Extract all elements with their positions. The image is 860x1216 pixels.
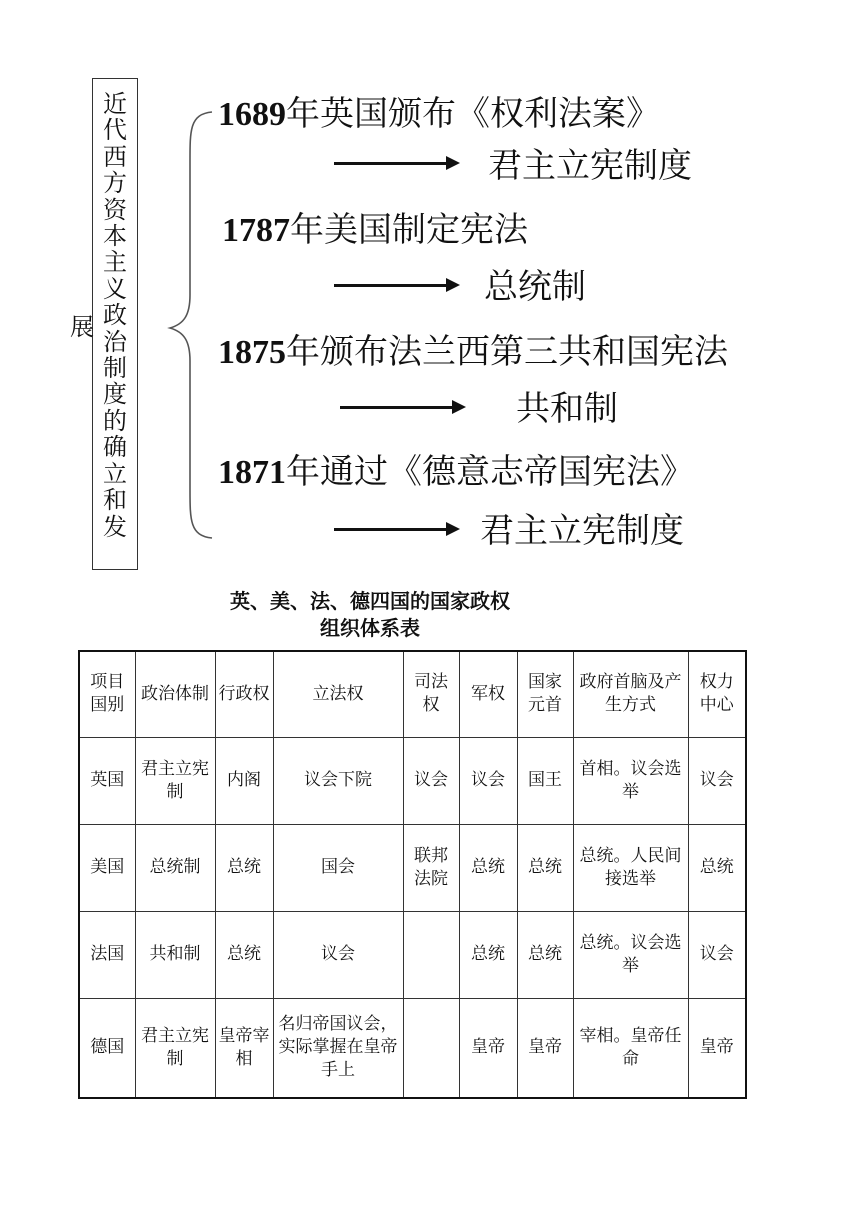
- header-cell: 司法权: [403, 651, 459, 737]
- table-cell: 总统。人民间接选举: [573, 824, 688, 911]
- side-label: 近代西方资本主义政治制度的确立和发: [103, 90, 127, 541]
- event-1787: [222, 210, 528, 251]
- table-cell: 总统: [215, 824, 273, 911]
- table-cell: 总统: [517, 824, 573, 911]
- table-cell: 皇帝: [688, 998, 746, 1098]
- arrow-right-icon: [334, 162, 448, 165]
- table-cell: 议会: [688, 911, 746, 998]
- header-cell: 行政权: [215, 651, 273, 737]
- event-year: 1871: [218, 454, 286, 491]
- table-cell: 君主立宪制: [135, 998, 215, 1098]
- table-row: [79, 911, 746, 998]
- event-text: 年通过《德意志帝国宪法》: [286, 452, 694, 492]
- header-cell: 政府首脑及产生方式: [573, 651, 688, 737]
- event-result: 总统制: [484, 267, 586, 307]
- header-cell: 政治体制: [135, 651, 215, 737]
- table-cell: 议会: [273, 911, 403, 998]
- table-row: [79, 737, 746, 824]
- table-cell: 议会: [403, 737, 459, 824]
- table-cell: 总统: [517, 911, 573, 998]
- table-title: [190, 588, 550, 642]
- table-cell: 君主立宪制: [135, 737, 215, 824]
- table-cell: 总统: [459, 911, 517, 998]
- table-cell: 共和制: [135, 911, 215, 998]
- table-cell: 内阁: [215, 737, 273, 824]
- table-cell: 总统: [688, 824, 746, 911]
- table-header-row: [79, 651, 746, 737]
- table-cell: 德国: [79, 998, 135, 1098]
- arrow-right-icon: [340, 406, 454, 409]
- table-title-line2: 组织体系表: [320, 616, 420, 640]
- table-cell: [403, 911, 459, 998]
- table-cell: 英国: [79, 737, 135, 824]
- header-cell: 立法权: [273, 651, 403, 737]
- arrow-right-icon: [334, 528, 448, 531]
- table-cell: 美国: [79, 824, 135, 911]
- table-cell: 首相。议会选举: [573, 737, 688, 824]
- table-cell: 法国: [79, 911, 135, 998]
- event-year: 1875: [218, 334, 286, 371]
- table-cell: [403, 998, 459, 1098]
- event-text: 年美国制定宪法: [290, 210, 528, 250]
- event-result: 共和制: [516, 389, 618, 429]
- arrow-right-icon: [334, 284, 448, 287]
- event-result: 君主立宪制度: [480, 511, 684, 551]
- table-cell: 议会下院: [273, 737, 403, 824]
- table-row: [79, 998, 746, 1098]
- table-cell: 联邦法院: [403, 824, 459, 911]
- table-cell: 皇帝: [517, 998, 573, 1098]
- curly-brace: [166, 110, 216, 540]
- side-label-box: [92, 78, 138, 570]
- table-cell: 皇帝宰相: [215, 998, 273, 1098]
- event-year: 1787: [222, 212, 290, 249]
- event-1871: [218, 452, 694, 493]
- table-row: [79, 824, 746, 911]
- table-cell: 总统: [215, 911, 273, 998]
- header-cell: 权力中心: [688, 651, 746, 737]
- table-title-line1: 英、美、法、德四国的国家政权: [230, 589, 510, 613]
- event-1875: [218, 332, 728, 373]
- side-label-overflow: 展: [70, 313, 94, 341]
- table-cell: 国会: [273, 824, 403, 911]
- event-text: 年颁布法兰西第三共和国宪法: [286, 332, 728, 372]
- event-1689: [218, 94, 660, 135]
- table-cell: 议会: [459, 737, 517, 824]
- event-text: 年英国颁布《权利法案》: [286, 94, 660, 134]
- table-cell: 皇帝: [459, 998, 517, 1098]
- table-cell: 议会: [688, 737, 746, 824]
- table-cell: 总统制: [135, 824, 215, 911]
- table-cell: 总统: [459, 824, 517, 911]
- government-structure-table: [78, 650, 747, 1099]
- table-cell: 总统。议会选举: [573, 911, 688, 998]
- header-cell: 国家元首: [517, 651, 573, 737]
- header-cell: 军权: [459, 651, 517, 737]
- header-cell: 项目国别: [79, 651, 135, 737]
- table-cell: 宰相。皇帝任命: [573, 998, 688, 1098]
- table-cell: 国王: [517, 737, 573, 824]
- event-year: 1689: [218, 96, 286, 133]
- event-result: 君主立宪制度: [488, 146, 692, 186]
- table-cell: 名归帝国议会，实际掌握在皇帝手上: [273, 998, 403, 1098]
